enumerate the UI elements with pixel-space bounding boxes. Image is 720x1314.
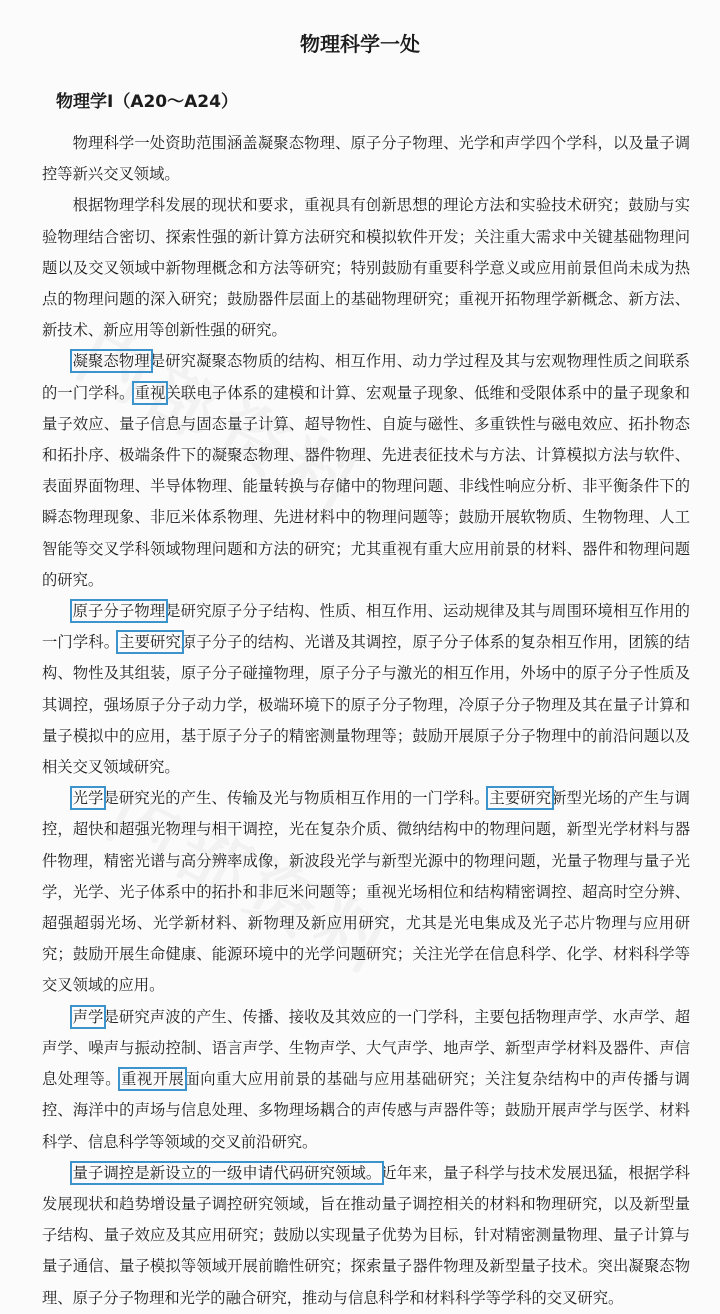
- paragraph-quantum-control: [42, 1158, 690, 1314]
- highlight-box: 量子调控是新设立的一级申请代码研究领域。: [72, 1163, 382, 1182]
- paragraph-text: 是研究光的产生、传输及光与物质相互作用的一门学科。: [103, 789, 490, 808]
- paragraph-optics: [42, 783, 690, 1001]
- document-body: [42, 128, 690, 1314]
- highlight-box: 原子分子物理: [72, 602, 166, 621]
- paragraph-text: 新型光场的产生与调控，超快和超强光物理与相干调控，光在复杂介质、微纳结构中的物理问题，新型光学材料与器件物理，精密光谱与高分辨率成像，新波段光学与新型光源中的物理问题，光量子物理与量子光学，光学、光子体系中的拓扑和非厄米问题等；重视光场相位和结构精密调控、超高时空分辨、超强超弱光场、光学新材料、新物理及新应用研究，尤其是光电集成及光子芯片物理与应用研究；鼓励开展生命健康、能源环境中的光学问题研究；关注光学在信息科学、化学、材料科学等交叉领域的应用。: [42, 789, 690, 995]
- paragraph-condensed-matter: [42, 346, 690, 596]
- highlight-box: 主要研究: [119, 633, 181, 652]
- highlight-box: 光学: [72, 789, 104, 808]
- paragraph-text: 近年来，量子科学与技术发展迅猛，根据学科发展现状和趋势增设量子调控研究领域，旨在推动量子调控相关的材料和物理研究，以及新型量子结构、量子效应及其应用研究；鼓励以实现量子优势为目标，针对精密测量物理、量子计算与量子通信、量子模拟等领域开展前瞻性研究；探索量子器件物理及新型量子技术。突出凝聚态物理、原子分子物理和光学的融合研究，推动与信息科学和材料科学等学科的交叉研究。: [42, 1163, 690, 1307]
- paragraph-text: 面向重大应用前景的基础与应用基础研究；关注复杂结构中的声传播与调控、海洋中的声场与信息处理、多物理场耦合的声传感与声器件等；鼓励开展声学与医学、材料科学、信息科学等领域的交叉前沿研究。: [42, 1070, 690, 1151]
- paragraph-text: 是研究凝聚态物质的结构、相互作用、动力学过程及其与宏观物理性质之间联系的一门学科。: [42, 352, 690, 402]
- paragraph-text: 关联电子体系的建模和计算、宏观量子现象、低维和受限体系中的量子现象和量子效应、量子信息与固态量子计算、超导物性、自旋与磁性、多重铁性与磁电效应、拓扑物态和拓扑序、极端条件下的凝聚态物理、器件物理、先进表征技术与方法、计算模拟方法与软件、表面界面物理、半导体物理、能量转换与存储中的物理问题、非线性响应分析、非平衡条件下的瞬态物理现象、非厄米体系物理、先进材料中的物理问题等；鼓励开展软物质、生物物理、人工智能等交叉学科领域物理问题和方法的研究；尤其重视有重大应用前景的材料、器件和物理问题的研究。: [42, 383, 690, 589]
- paragraph-general: 根据物理学科发展的现状和要求，重视具有创新思想的理论方法和实验技术研究；鼓励与实验物理结合密切、探索性强的新计算方法研究和模拟软件开发；关注重大需求中关键基础物理问题以及交叉领域中新物理概念和方法等研究；特别鼓励有重要科学意义或应用前景但尚未成为热点的物理问题的深入研究；鼓励器件层面上的基础物理研究；重视开拓物理学新概念、新方法、新技术、新应用等创新性强的研究。: [42, 196, 690, 340]
- highlight-box: 主要研究: [489, 789, 552, 808]
- highlight-box: 重视开展: [121, 1070, 185, 1089]
- page-title: 物理科学一处: [300, 32, 420, 56]
- paragraph-text: 是研究原子分子结构、性质、相互作用、运动规律及其与周围环境相互作用的一门学科。: [42, 602, 690, 652]
- paragraph-acoustics: [42, 1002, 690, 1158]
- section-title: 物理学Ⅰ（A20～A24）: [56, 92, 238, 112]
- paragraph-text: 原子分子的结构、光谱及其调控，原子分子体系的复杂相互作用，团簇的结构、物性及其组装，原子分子碰撞物理，原子分子与激光的相互作用，外场中的原子分子性质及其调控，强场原子分子动力学，极端环境下的原子分子物理，冷原子分子物理及其在量子计算和量子模拟中的应用，基于原子分子的精密测量物理等；鼓励开展原子分子物理中的前沿问题以及相关交叉领域研究。: [42, 633, 690, 777]
- highlight-box: 重视: [134, 383, 166, 402]
- highlight-box: 声学: [72, 1007, 104, 1026]
- paragraph-atomic-molecular: [42, 596, 690, 783]
- paragraph-intro: 物理科学一处资助范围涵盖凝聚态物理、原子分子物理、光学和声学四个学科，以及量子调控等新兴交叉领域。: [42, 134, 690, 184]
- paragraph-text: 是研究声波的产生、传播、接收及其效应的一门学科，主要包括物理声学、水声学、超声学、噪声与振动控制、语言声学、生物声学、大气声学、地声学、新型声学材料及器件、声信息处理等。: [42, 1007, 690, 1089]
- highlight-box: 凝聚态物理: [72, 352, 150, 371]
